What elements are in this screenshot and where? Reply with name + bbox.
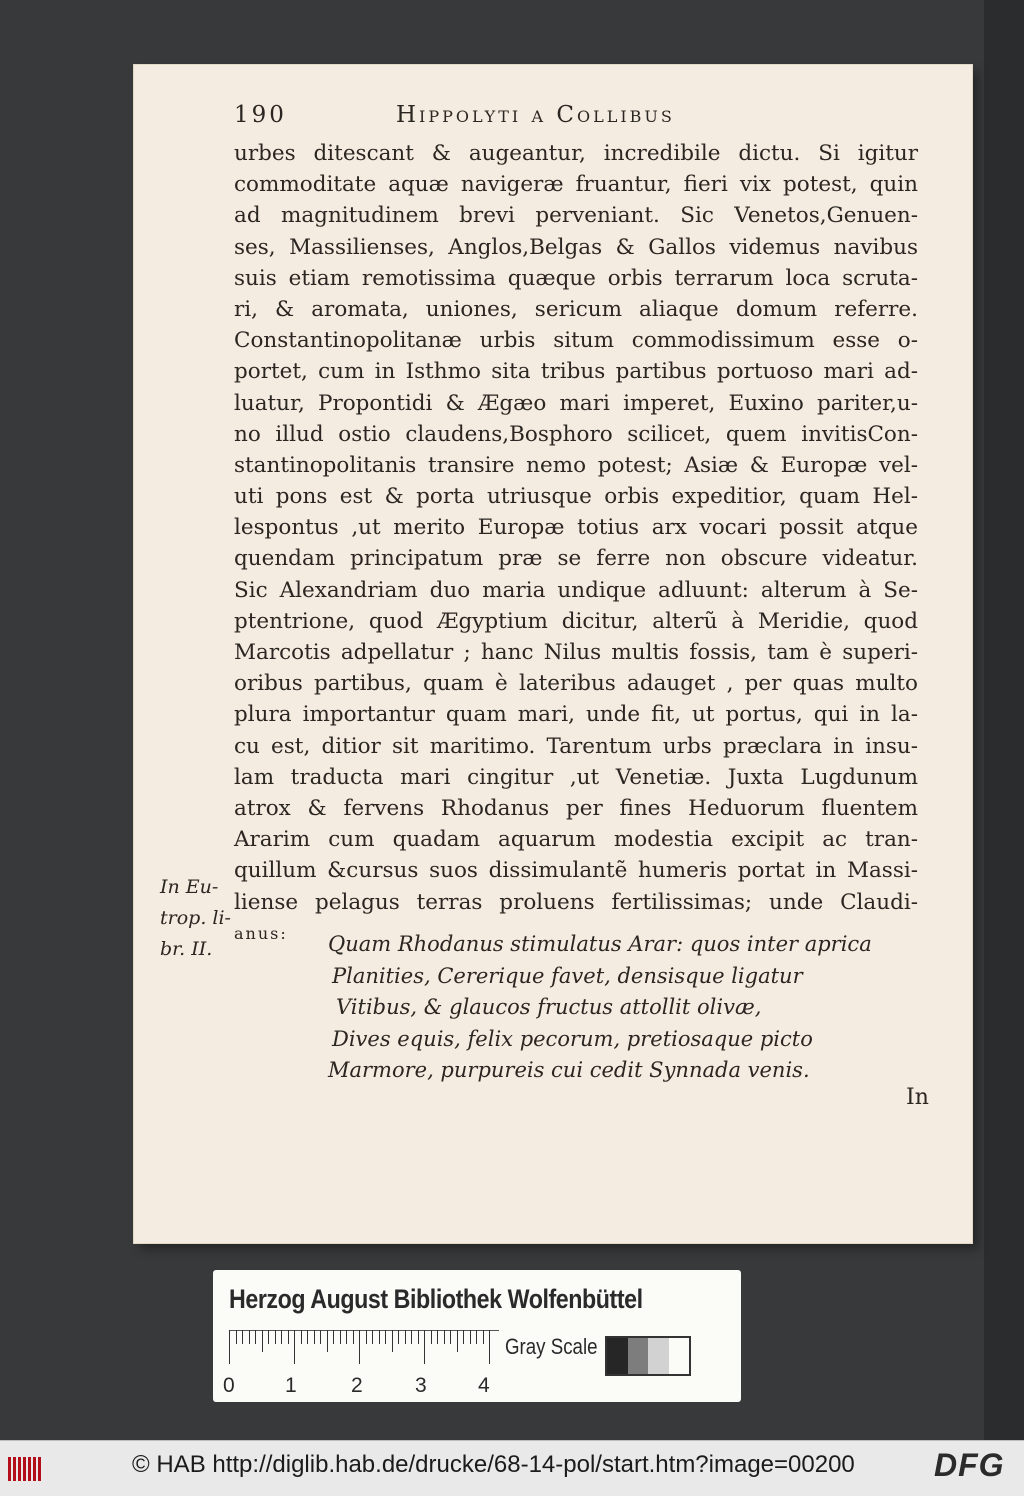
ruler-tick [398, 1330, 399, 1344]
ruler-tick [255, 1330, 256, 1344]
ruler-number: 2 [351, 1374, 363, 1397]
margin-note-line: br. II. [160, 938, 213, 960]
ruler-tick [444, 1330, 445, 1344]
swatch-light-gray [648, 1338, 669, 1374]
library-color-card [213, 1270, 741, 1402]
ruler-tick [470, 1330, 471, 1344]
text-line: commoditate aquæ navigeræ fruantur, fieri vix potest, quin [234, 172, 918, 198]
ruler-tick [359, 1330, 360, 1364]
text-line: uti pons est & porta utriusque orbis expeditior, quam Hel- [234, 484, 918, 510]
ruler-tick [431, 1330, 432, 1344]
text-line: lespontus ,ut merito Europæ totius arx vocari possit atque [234, 515, 918, 541]
text-line: ptentrione, quod Ægyptium dicitur, alterũ à Meridie, quod [234, 608, 918, 634]
text-line: quendam principatum præ se ferre non obscure videatur. [234, 546, 918, 572]
library-name: Herzog August Bibliothek Wolfenbüttel [229, 1284, 643, 1314]
ruler-tick [379, 1330, 380, 1344]
text-line: cu est, ditior sit maritimo. Tarentum urbs præclara in insu- [234, 733, 918, 759]
ruler-number: 0 [223, 1374, 235, 1397]
ruler-tick [281, 1330, 282, 1344]
ruler-tick [249, 1330, 250, 1344]
source-url[interactable]: © HAB http://diglib.hab.de/drucke/68-14-pol/start.htm?image=00200 [132, 1451, 855, 1478]
ruler-line [229, 1330, 499, 1331]
ruler-tick [346, 1330, 347, 1344]
ruler-tick [314, 1330, 315, 1344]
page-header [234, 102, 934, 138]
text-line: atrox & fervens Rhodanus per fines Heduorum fluentem [234, 795, 918, 821]
text-line: no illud ostio claudens,Bosphoro scilicet, quem invitisCon- [234, 421, 918, 447]
margin-note [160, 872, 231, 965]
ruler-number: 1 [285, 1374, 297, 1397]
text-line: ses, Massilienses, Anglos,Belgas & Gallos videmus navibus [234, 234, 918, 260]
verse-line: Dives equis, felix pecorum, pretiosaque picto [332, 1026, 813, 1051]
catchword: In [906, 1085, 929, 1110]
text-line: portet, cum in Isthmo sita tribus partibus portuoso mari ad- [234, 359, 918, 385]
text-line: ri, & aromata, uniones, sericum aliaque domum referre. [234, 296, 918, 322]
ruler-tick [457, 1330, 458, 1352]
margin-note-line: In Eu- [160, 876, 219, 898]
logo-stripe [33, 1457, 36, 1481]
ruler-tick [262, 1330, 263, 1352]
verse-line: Quam Rhodanus stimulatus Arar: quos inter aprica [328, 932, 872, 956]
ruler-tick [353, 1330, 354, 1344]
ruler-tick [301, 1330, 302, 1344]
ruler-tick [483, 1330, 484, 1344]
footer-bar [0, 1440, 1024, 1496]
ruler-number: 3 [415, 1374, 427, 1397]
ruler-tick [424, 1330, 425, 1364]
logo-stripe [38, 1457, 41, 1481]
ruler-tick [320, 1330, 321, 1344]
text-line: luatur, Propontidi & Ægæo mari imperet, Euxino pariter,u- [234, 390, 918, 416]
text-line: oribus partibus, quam è lateribus adauget , per quas multo [234, 671, 918, 697]
ruler-tick [242, 1330, 243, 1344]
text-line: plura importantur quam mari, unde fit, ut portus, qui in la- [234, 702, 918, 728]
ruler-tick [489, 1330, 490, 1364]
ruler-tick [268, 1330, 269, 1344]
ruler-tick [236, 1330, 237, 1344]
ruler-tick [288, 1330, 289, 1344]
text-line: suis etiam remotissima quæque orbis terrarum loca scruta- [234, 265, 918, 291]
text-line: Marcotis adpellatur ; hanc Nilus multis fossis, tam è superi- [234, 640, 918, 665]
page-text-block [234, 102, 934, 949]
swatch-dark-gray [628, 1338, 649, 1374]
ruler-tick [411, 1330, 412, 1344]
ruler-tick [392, 1330, 393, 1352]
logo-stripe [8, 1457, 11, 1481]
logo-stripe [23, 1457, 26, 1481]
ruler-tick [229, 1330, 230, 1364]
ruler-tick [327, 1330, 328, 1352]
ruler-tick [405, 1330, 406, 1344]
ruler-number: 4 [478, 1374, 490, 1397]
ruler-tick [463, 1330, 464, 1344]
verse-line: Marmore, purpureis cui cedit Synnada venis. [328, 1058, 810, 1082]
margin-note-line: trop. li- [160, 907, 231, 929]
ruler-tick [450, 1330, 451, 1344]
text-line: Ararim cum quadam aquarum modestia excipit ac tran- [234, 827, 918, 853]
ruler-tick [307, 1330, 308, 1344]
text-line: quillum &cursus suos dissimulantẽ humeris portat in Massi- [234, 858, 918, 884]
ruler-tick [275, 1330, 276, 1344]
swatch-black [607, 1338, 628, 1374]
logo-stripe [13, 1457, 16, 1481]
swatch-white [669, 1338, 690, 1374]
verse-line: Planities, Cererique favet, densisque ligatur [332, 963, 803, 988]
gray-scale-label: Gray Scale [505, 1334, 598, 1359]
gray-scale-swatch [605, 1336, 691, 1376]
text-line: Sic Alexandriam duo maria undique adluunt: alterum à Se- [234, 577, 918, 603]
text-line: urbes ditescant & augeantur, incredibile dictu. Si igitur [234, 141, 918, 166]
hab-logo-icon [8, 1457, 42, 1481]
verse-line: Vitibus, & glaucos fructus attollit olivæ, [336, 995, 762, 1019]
text-line: Constantinopolitanæ urbis situm commodissimum esse o- [234, 328, 918, 354]
ruler-tick [385, 1330, 386, 1344]
ruler-tick [366, 1330, 367, 1344]
ruler-tick [333, 1330, 334, 1344]
page-number: 190 [234, 102, 287, 128]
text-line: anus: [234, 923, 288, 943]
ruler-tick [340, 1330, 341, 1344]
ruler-tick [372, 1330, 373, 1344]
ruler-tick [437, 1330, 438, 1344]
body-text [234, 138, 934, 949]
dfg-logo: DFG [934, 1447, 1005, 1483]
verse-quotation [328, 929, 872, 1087]
scan-edge [984, 0, 1024, 1440]
text-line: ad magnitudinem brevi perveniant. Sic Venetos,Genuen- [234, 203, 918, 229]
text-line: lam traducta mari cingitur ,ut Venetiæ. Juxta Lugdunum [234, 764, 918, 790]
ruler-tick [418, 1330, 419, 1344]
text-line: stantinopolitanis transire nemo potest; Asiæ & Europæ vel- [234, 452, 918, 478]
ruler-tick [476, 1330, 477, 1344]
ruler-tick [294, 1330, 295, 1364]
text-line: liense pelagus terras proluens fertilissimas; unde Claudi- [234, 889, 918, 915]
logo-stripe [28, 1457, 31, 1481]
running-title: Hippolyti a Collibus [396, 102, 675, 128]
logo-stripe [18, 1457, 21, 1481]
scale-ruler [229, 1330, 499, 1370]
